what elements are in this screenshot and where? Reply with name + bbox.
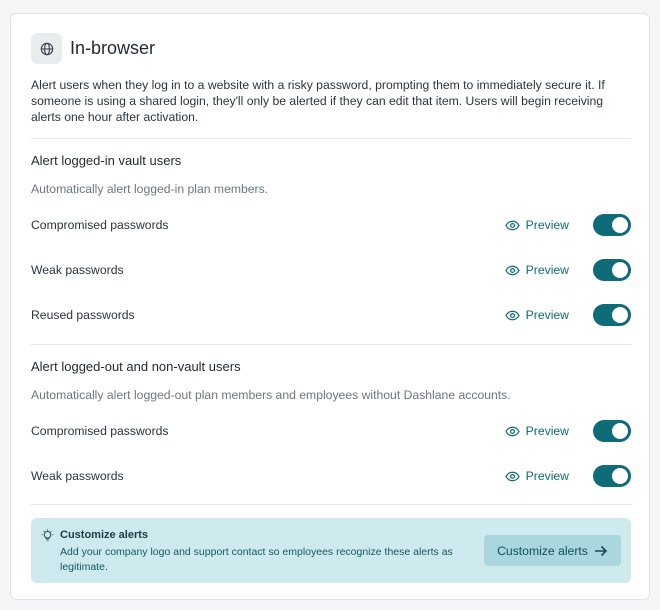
setting-row <box>31 213 631 237</box>
toggle-switch[interactable] <box>593 259 631 281</box>
divider <box>31 344 631 345</box>
setting-label: Compromised passwords <box>31 424 169 438</box>
arrow-right-icon <box>594 545 608 557</box>
toggle-knob <box>612 307 628 323</box>
section-desc-logged-in: Automatically alert logged-in plan members. <box>31 182 269 196</box>
toggle-switch[interactable] <box>593 465 631 487</box>
section-title-logged-out: Alert logged-out and non-vault users <box>31 359 241 374</box>
card-header <box>31 33 155 64</box>
customize-alerts-button[interactable] <box>484 535 621 566</box>
banner-title: Customize alerts <box>60 529 149 541</box>
toggle-switch[interactable] <box>593 420 631 442</box>
divider <box>31 138 631 139</box>
globe-icon <box>31 33 62 64</box>
eye-icon <box>505 310 520 321</box>
setting-row <box>31 419 631 443</box>
intro-text: Alert users when they log in to a website with a risky password, prompting them to immediately secure it. If someone is using a shared login, they'll only be alerted if they can edit that item. Users will begin receiving alerts one hour after activation. <box>31 78 605 124</box>
setting-label: Weak passwords <box>31 263 124 277</box>
eye-icon <box>505 220 520 231</box>
setting-row <box>31 464 631 488</box>
section-title-logged-in: Alert logged-in vault users <box>31 153 182 168</box>
toggle-knob <box>612 217 628 233</box>
toggle-switch[interactable] <box>593 214 631 236</box>
toggle-switch[interactable] <box>593 304 631 326</box>
preview-label: Preview <box>525 218 569 232</box>
preview-label: Preview <box>525 263 569 277</box>
setting-row <box>31 303 631 327</box>
page-title: In-browser <box>70 38 156 58</box>
preview-link[interactable] <box>505 263 569 277</box>
toggle-knob <box>612 468 628 484</box>
eye-icon <box>505 426 520 437</box>
lightbulb-icon <box>41 529 54 547</box>
preview-label: Preview <box>525 424 569 438</box>
preview-link[interactable] <box>505 469 569 483</box>
setting-row <box>31 258 631 282</box>
preview-label: Preview <box>525 469 569 483</box>
eye-icon <box>505 471 520 482</box>
preview-label: Preview <box>525 308 569 322</box>
in-browser-card <box>10 13 650 600</box>
banner-text: Add your company logo and support contact so employees recognize these alerts as legitimate. <box>60 546 453 573</box>
section-desc-logged-out: Automatically alert logged-out plan members and employees without Dashlane accounts. <box>31 388 511 402</box>
divider <box>31 504 631 505</box>
setting-label: Weak passwords <box>31 469 124 483</box>
customize-alerts-button-label: Customize alerts <box>497 543 588 558</box>
eye-icon <box>505 265 520 276</box>
preview-link[interactable] <box>505 218 569 232</box>
preview-link[interactable] <box>505 424 569 438</box>
setting-label: Reused passwords <box>31 308 135 322</box>
toggle-knob <box>612 262 628 278</box>
preview-link[interactable] <box>505 308 569 322</box>
toggle-knob <box>612 423 628 439</box>
customize-alerts-banner <box>31 518 631 583</box>
setting-label: Compromised passwords <box>31 218 169 232</box>
